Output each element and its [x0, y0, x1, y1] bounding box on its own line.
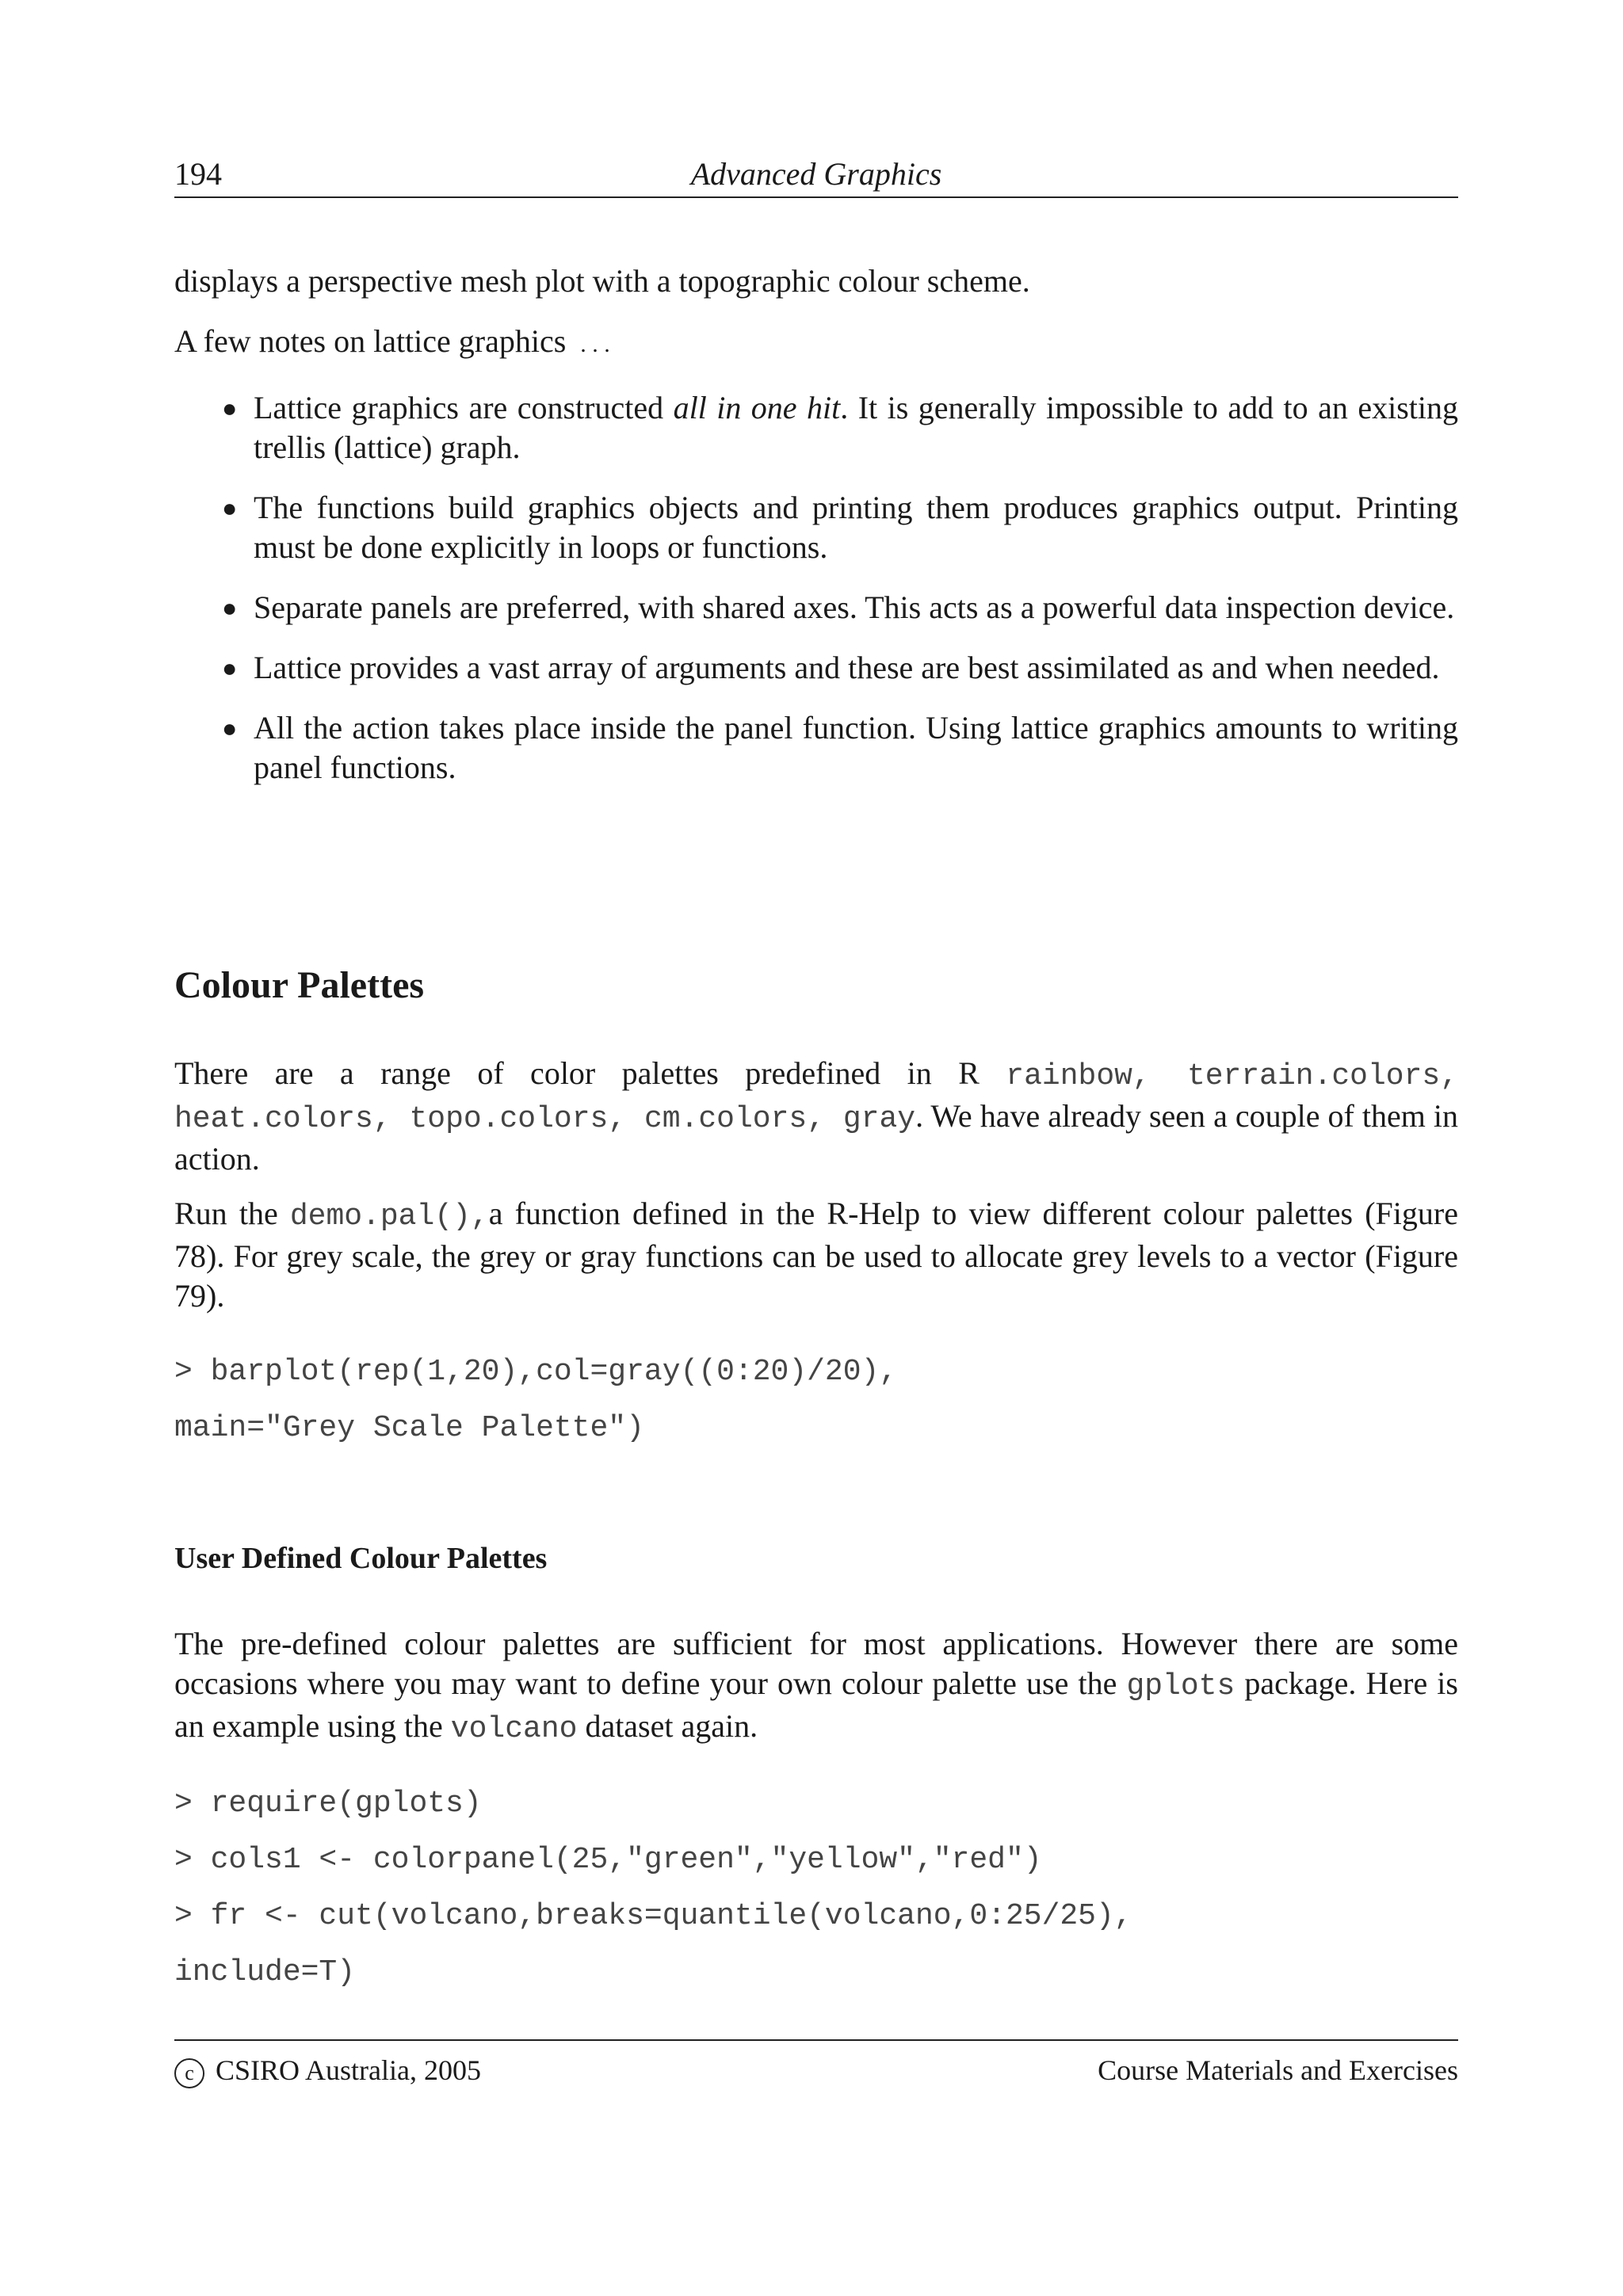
code-block-gplots — [174, 1787, 1458, 1989]
para2-post: a function defined in the R-Help to view different colour palettes (Figure 78). For grey scale, the grey or gray functions can be used to allocate grey levels to a vector (Figure 79). — [174, 1196, 1458, 1314]
code-block-greyscale — [174, 1355, 1458, 1445]
list-item — [174, 648, 1458, 688]
list-item — [174, 708, 1458, 788]
bullet-icon: ● — [222, 494, 238, 522]
bullet-5-text: All the action takes place inside the panel function. Using lattice graphics amounts to writing panel functions. — [254, 710, 1458, 785]
footer-left — [174, 2054, 481, 2088]
bullet-1-em: all in one hit — [673, 390, 841, 425]
footer-left-text: CSIRO Australia, 2005 — [216, 2054, 482, 2086]
code-line: main="Grey Scale Palette") — [174, 1411, 644, 1445]
para1-code: rainbow, terrain.colors, heat.colors, topo.colors, cm.colors, gray — [174, 1059, 1458, 1136]
list-item — [174, 588, 1458, 627]
bullet-1-pre: Lattice graphics are constructed — [254, 390, 674, 425]
user-para-code-2: volcano — [450, 1712, 578, 1746]
intro-line-1: displays a perspective mesh plot with a topographic colour scheme. — [174, 263, 1030, 299]
page-footer — [174, 2039, 1458, 2086]
bullet-3-text: Separate panels are preferred, with shared axes. This acts as a powerful data inspection device. — [254, 589, 1455, 625]
list-item — [174, 488, 1458, 567]
section-title-colour-palettes: Colour Palettes — [174, 964, 425, 1006]
intro-line-2-ellipsis: . . . — [580, 331, 610, 357]
intro-line-2 — [174, 322, 1458, 364]
para2-code: demo.pal(), — [289, 1199, 489, 1234]
list-item — [174, 388, 1458, 467]
subsection-title-user-defined: User Defined Colour Palettes — [174, 1542, 548, 1575]
user-defined-paragraph — [174, 1624, 1458, 1749]
bullet-icon: ● — [222, 654, 238, 682]
para1-pre: There are a range of color palettes predefined in R — [174, 1055, 1006, 1091]
code-line: > barplot(rep(1,20),col=gray((0:20)/20), — [174, 1355, 898, 1389]
intro-block — [174, 261, 1458, 364]
bullet-icon: ● — [222, 394, 238, 422]
colour-palettes-paragraph-2 — [174, 1194, 1458, 1316]
user-para-pre: The pre-defined colour palettes are sufficient for most applications. However there are some occasions where you may want to define your own colour palette use the — [174, 1626, 1458, 1701]
bullet-icon: ● — [222, 714, 238, 742]
page-header — [174, 155, 1458, 198]
bullet-1-post: . It is generally impossible to add to an existing trellis (lattice) graph. — [254, 390, 1458, 465]
lattice-notes-list — [174, 388, 1458, 808]
bullet-2-text: The functions build graphics objects and printing them produces graphics output. Printing must be done explicitly in loops or functions. — [254, 490, 1458, 565]
colour-palettes-paragraph-1 — [174, 1054, 1458, 1179]
bullet-4-text: Lattice provides a vast array of arguments and these are best assimilated as and when needed. — [254, 650, 1440, 685]
user-para-mid: package. Here is an example using the — [174, 1665, 1458, 1744]
user-para-code-1: gplots — [1126, 1669, 1235, 1703]
page-number: 194 — [174, 156, 222, 192]
para2-pre: Run the — [174, 1196, 290, 1231]
running-title: Advanced Graphics — [690, 156, 942, 192]
code-line: include=T) — [174, 1955, 356, 1989]
footer-right-text: Course Materials and Exercises — [1098, 2054, 1458, 2086]
user-para-post: dataset again. — [577, 1708, 758, 1744]
code-line: > require(gplots) — [174, 1787, 482, 1821]
copyright-icon: c — [174, 2058, 204, 2088]
code-line: > fr <- cut(volcano,breaks=quantile(volcano,0:25/25), — [174, 1899, 1132, 1933]
intro-line-2-text: A few notes on lattice graphics — [174, 323, 567, 359]
para1-post: . We have already seen a couple of them in action. — [174, 1098, 1459, 1177]
code-line: > cols1 <- colorpanel(25,"green","yellow","red") — [174, 1843, 1042, 1877]
bullet-icon: ● — [222, 593, 238, 622]
